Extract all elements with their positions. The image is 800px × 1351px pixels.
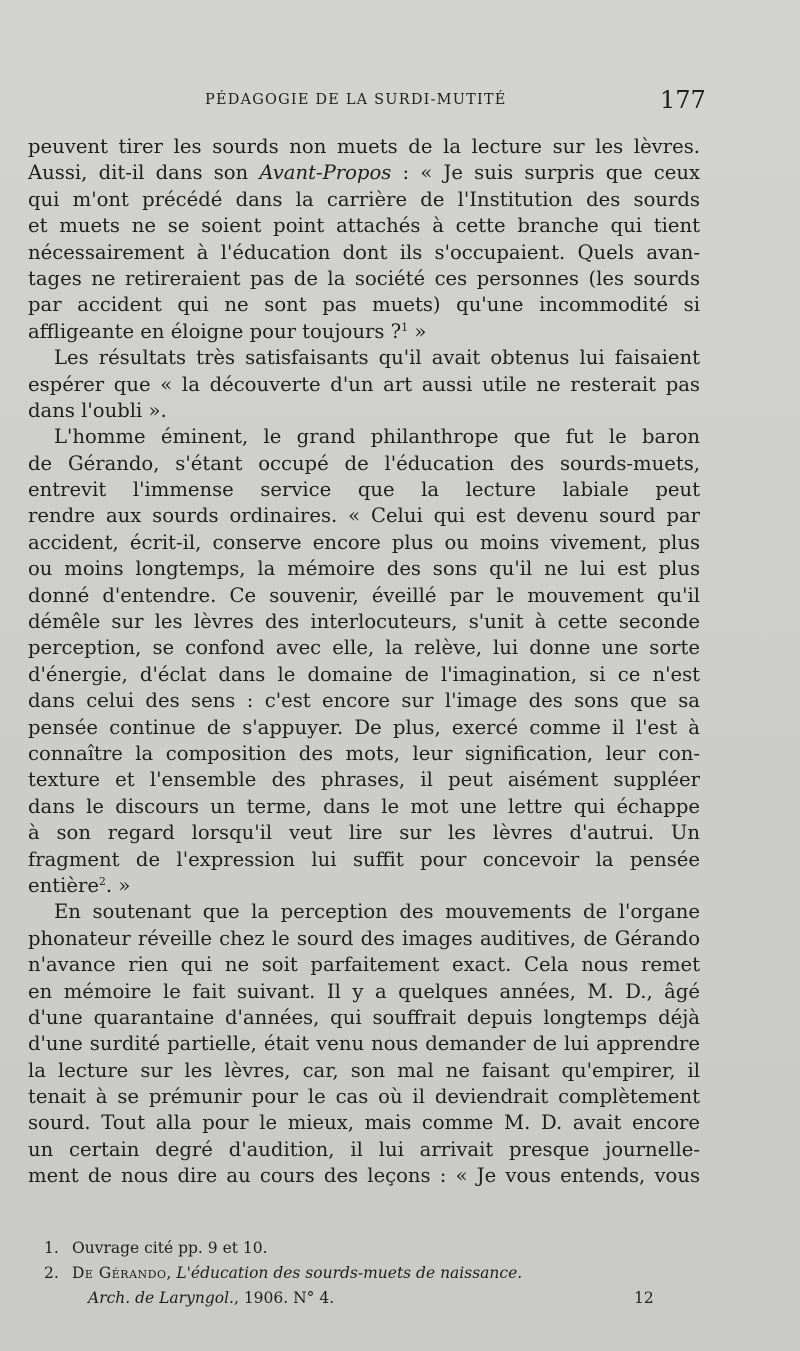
text-line: [28, 847, 700, 873]
line-text: affligeante en éloigne pour toujours ?: [28, 319, 402, 343]
body-text: [28, 134, 700, 1190]
text-line: [28, 952, 700, 978]
line-text: fragment de l'expression lui suffit pour concevoir la pensée: [28, 847, 700, 871]
footnote-1: [44, 1236, 704, 1261]
text-line: [28, 1031, 700, 1057]
line-text: la lecture sur les lèvres, car, son mal ne faisant qu'empirer, il: [28, 1058, 700, 1082]
footnote-text: Ouvrage cité pp. 9 et 10.: [72, 1239, 268, 1257]
line-text: entière: [28, 873, 99, 897]
footnotes: [44, 1236, 704, 1311]
text-line: [28, 820, 700, 846]
line-text: dans l'oubli ».: [28, 398, 167, 422]
text-line: [28, 767, 700, 793]
footnote-separator: ,: [166, 1264, 177, 1282]
line-text: d'une surdité partielle, était venu nous demander de lui apprendre: [28, 1032, 700, 1056]
line-text: L'homme éminent, le grand philanthrope que fut le baron: [54, 425, 700, 449]
line-text: nécessairement à l'éducation dont ils s'occupaient. Quels avan-: [28, 240, 700, 264]
text-line: [28, 609, 700, 635]
text-line: [28, 266, 700, 292]
line-text: texture et l'ensemble des phrases, il peut aisément suppléer: [28, 768, 700, 792]
running-header: [0, 88, 800, 118]
text-line: [28, 556, 700, 582]
text-line: [28, 1084, 700, 1110]
signature-mark: 12: [634, 1289, 654, 1307]
line-text: donné d'entendre. Ce souvenir, éveillé par le mouvement qu'il: [28, 583, 700, 607]
text-line: [28, 1005, 700, 1031]
footnote-reference: 1: [401, 320, 409, 334]
text-line: [28, 477, 700, 503]
footnote-reference: , 1906. N° 4.: [233, 1289, 335, 1307]
line-text: peuvent tirer les sourds non muets de la lecture sur les lèvres.: [28, 135, 700, 158]
text-line: [28, 187, 700, 213]
line-text: entrevit l'immense service que la lecture labiale peut: [28, 478, 700, 502]
line-text: dans celui des sens : c'est encore sur l'image des sons que sa: [28, 689, 700, 713]
text-line: [28, 873, 700, 899]
line-text: démêle sur les lèvres des interlocuteurs, s'unit à cette seconde: [28, 610, 700, 634]
text-line: [28, 741, 700, 767]
footnote-number: 2.: [44, 1264, 59, 1282]
line-text: Les résultats très satisfaisants qu'il avait obtenus lui faisaient: [54, 346, 700, 370]
line-text: ment de nous dire au cours des leçons : « Je vous entends, vous: [28, 1164, 700, 1188]
text-line: [28, 503, 700, 529]
text-line: [28, 715, 700, 741]
text-line: [28, 926, 700, 952]
text-line: [28, 1137, 700, 1163]
text-line: [28, 662, 700, 688]
line-text: En soutenant que la perception des mouvements de l'organe: [54, 900, 700, 924]
text-line: [28, 160, 700, 186]
line-text: Aussi, dit-il dans son: [28, 161, 260, 185]
line-text: d'énergie, d'éclat dans le domaine de l'imagination, si ce n'est: [28, 662, 700, 686]
line-text: »: [408, 319, 427, 343]
line-text: . »: [105, 873, 131, 897]
italic-title: Avant-Propos: [259, 161, 392, 185]
line-text: tages ne retireraient pas de la société ces personnes (les sourds: [28, 266, 700, 290]
line-text: à son regard lorsqu'il veut lire sur les lèvres d'autrui. Un: [28, 821, 700, 845]
text-line: [28, 1110, 700, 1136]
text-line: [28, 398, 700, 424]
line-text: d'une quarantaine d'années, qui souffrait depuis longtemps déjà: [28, 1005, 700, 1029]
line-text: qui m'ont précédé dans la carrière de l'Institution des sourds: [28, 187, 700, 211]
text-line: [28, 1058, 700, 1084]
text-line: [28, 240, 700, 266]
text-line: [28, 319, 700, 345]
line-text: n'avance rien qui ne soit parfaitement exact. Cela nous remet: [28, 953, 700, 977]
footnote-2-continuation: [44, 1286, 704, 1311]
footnote-reference: 2: [98, 874, 106, 888]
line-text: par accident qui ne sont pas muets) qu'une incommodité si: [28, 293, 700, 317]
line-text: tenait à se prémunir pour le cas où il deviendrait complètement: [28, 1085, 700, 1109]
footnote-journal: Arch. de Laryngol.: [88, 1289, 234, 1307]
text-line: [28, 134, 700, 160]
text-line: [28, 345, 700, 371]
text-line: [28, 424, 700, 450]
line-text: espérer que « la découverte d'un art aussi utile ne resterait pas: [28, 372, 700, 396]
footnote-number: 1.: [44, 1239, 59, 1257]
footnote-2: [44, 1261, 704, 1286]
line-text: sourd. Tout alla pour le mieux, mais comme M. D. avait encore: [28, 1111, 700, 1135]
text-line: [28, 583, 700, 609]
text-line: [28, 794, 700, 820]
line-text: connaître la composition des mots, leur signification, leur con-: [28, 741, 700, 765]
text-line: [28, 979, 700, 1005]
line-text: perception, se confond avec elle, la relève, lui donne une sorte: [28, 636, 700, 660]
text-line: [28, 451, 700, 477]
text-line: [28, 372, 700, 398]
line-text: pensée continue de s'appuyer. De plus, exercé comme il l'est à: [28, 715, 700, 739]
text-line: [28, 213, 700, 239]
line-text: un certain degré d'audition, il lui arrivait presque journelle-: [28, 1137, 700, 1161]
text-line: [28, 530, 700, 556]
footnote-title: L'éducation des sourds-muets de naissance.: [176, 1264, 523, 1282]
line-text: ou moins longtemps, la mémoire des sons qu'il ne lui est plus: [28, 557, 700, 581]
line-text: et muets ne se soient point attachés à cette branche qui tient: [28, 214, 700, 238]
running-title: PÉDAGOGIE DE LA SURDI-MUTITÉ: [205, 92, 507, 108]
line-text: accident, écrit-il, conserve encore plus ou moins vivement, plus: [28, 530, 700, 554]
line-text: rendre aux sourds ordinaires. « Celui qui est devenu sourd par: [28, 504, 700, 528]
line-text: phonateur réveille chez le sourd des images auditives, de Gérando: [28, 926, 700, 950]
page-number: 177: [660, 86, 706, 114]
line-text: : « Je suis surpris que ceux: [391, 161, 700, 185]
line-text: en mémoire le fait suivant. Il y a quelques années, M. D., âgé: [28, 979, 700, 1003]
text-line: [28, 899, 700, 925]
line-text: dans le discours un terme, dans le mot une lettre qui échappe: [28, 794, 700, 818]
line-text: de Gérando, s'étant occupé de l'éducation des sourds-muets,: [28, 451, 700, 475]
text-line: [28, 688, 700, 714]
text-line: [28, 1163, 700, 1189]
text-line: [28, 635, 700, 661]
footnote-author: De Gérando: [72, 1264, 167, 1282]
text-line: [28, 292, 700, 318]
